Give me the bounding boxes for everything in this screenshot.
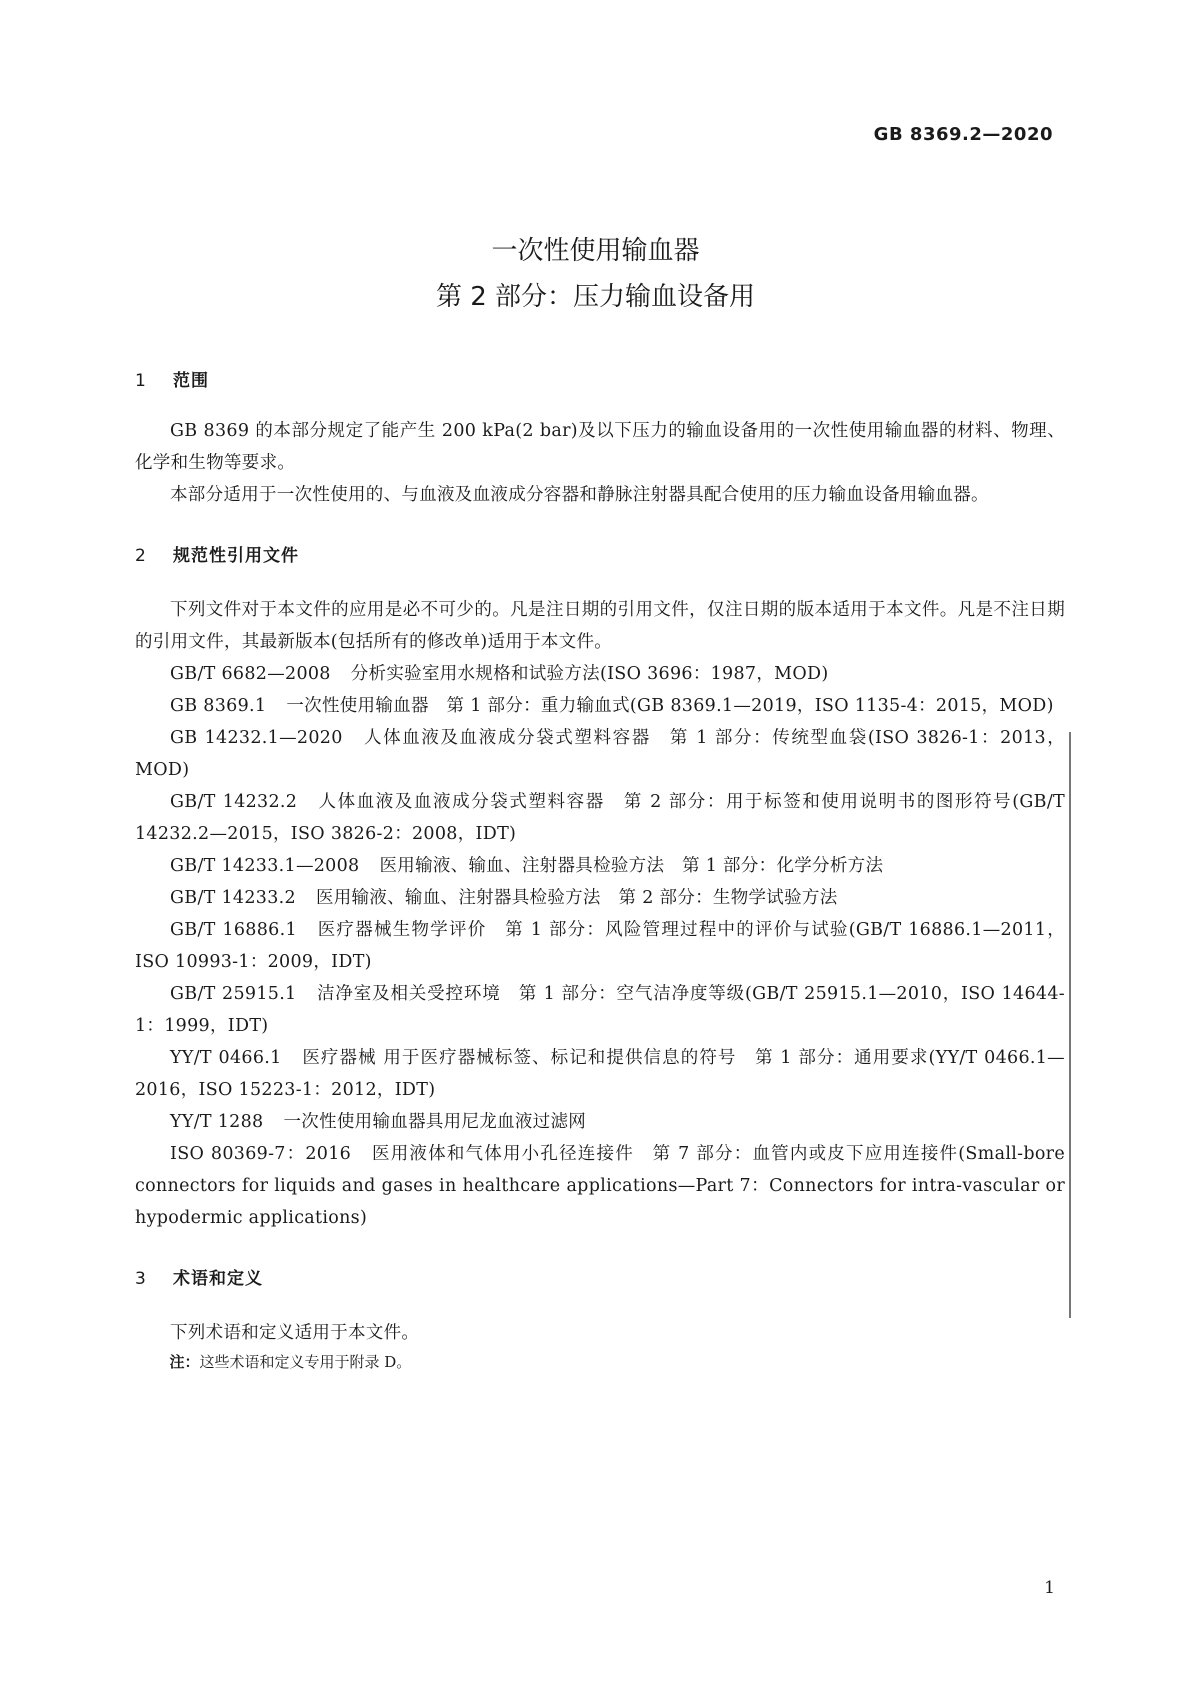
reference-item xyxy=(135,658,1065,690)
reference-code: ISO 80369-7：2016 xyxy=(170,1144,352,1164)
terms-intro: 下列术语和定义适用于本文件。 xyxy=(170,1323,420,1343)
title-line-1: 一次性使用输血器 xyxy=(491,236,700,266)
reference-title: 洁净室及相关受控环境 第 1 部分：空气洁净度等级(GB/T 25915.1—2010，ISO 14644-1：1999，IDT) xyxy=(135,984,1066,1036)
reference-item xyxy=(135,978,1065,1042)
reference-code: YY/T 0466.1 xyxy=(170,1048,282,1068)
scope-paragraph-2: 本部分适用于一次性使用的、与血液及血液成分容器和静脉注射器具配合使用的压力输血设备用输血器。 xyxy=(170,485,989,505)
scope-paragraph-1: GB 8369 的本部分规定了能产生 200 kPa(2 bar)及以下压力的输血设备用的一次性使用输血器的材料、物理、化学和生物等要求。 xyxy=(135,421,1065,473)
reference-title: 一次性使用输血器具用尼龙血液过滤网 xyxy=(283,1112,587,1132)
document-title xyxy=(0,228,1191,320)
reference-code: GB/T 16886.1 xyxy=(170,920,297,940)
reference-code: GB/T 25915.1 xyxy=(170,984,297,1004)
reference-item xyxy=(135,914,1065,978)
reference-title: 医用输液、输血、注射器具检验方法 第 1 部分：化学分析方法 xyxy=(379,856,884,876)
section-title: 规范性引用文件 xyxy=(173,546,299,566)
reference-code: GB/T 14232.2 xyxy=(170,792,298,812)
reference-title: 一次性使用输血器 第 1 部分：重力输血式(GB 8369.1—2019，ISO 1135-4：2015，MOD) xyxy=(286,696,1054,716)
reference-code: GB/T 14233.2 xyxy=(170,888,296,908)
reference-code: YY/T 1288 xyxy=(170,1112,264,1132)
page-number: 1 xyxy=(1044,1578,1055,1598)
section-1-heading xyxy=(135,366,1065,391)
reference-item xyxy=(135,1042,1065,1106)
note-label: 注： xyxy=(169,1353,200,1371)
reference-item xyxy=(135,1106,1065,1138)
reference-item xyxy=(135,786,1065,850)
reference-item xyxy=(135,1138,1065,1234)
reference-title: 分析实验室用水规格和试验方法(ISO 3696：1987，MOD) xyxy=(350,664,829,684)
reference-code: GB 8369.1 xyxy=(170,696,267,716)
section-2-heading xyxy=(135,541,1065,566)
reference-title: 人体血液及血液成分袋式塑料容器 第 2 部分：用于标签和使用说明书的图形符号(GB/T 14232.2—2015，ISO 3826-2：2008，IDT) xyxy=(135,792,1065,844)
title-line-2: 第 2 部分：压力输血设备用 xyxy=(435,282,756,312)
reference-item xyxy=(135,882,1065,914)
reference-title: 医用液体和气体用小孔径连接件 第 7 部分：血管内或皮下应用连接件(Small-bore connectors for liquids and gases in healthcare applications—Part 7：Connectors for intra-vascular or hypodermic applications) xyxy=(135,1144,1065,1228)
reference-item xyxy=(135,690,1065,722)
reference-code: GB/T 14233.1—2008 xyxy=(170,856,360,876)
reference-code: GB/T 6682—2008 xyxy=(170,664,331,684)
document-body xyxy=(135,366,1065,1375)
standard-code: GB 8369.2—2020 xyxy=(873,124,1053,145)
reference-item xyxy=(135,722,1065,786)
references-intro: 下列文件对于本文件的应用是必不可少的。凡是注日期的引用文件，仅注日期的版本适用于本文件。凡是不注日期的引用文件，其最新版本(包括所有的修改单)适用于本文件。 xyxy=(135,600,1065,652)
reference-title: 医疗器械 用于医疗器械标签、标记和提供信息的符号 第 1 部分：通用要求(YY/T 0466.1—2016，ISO 15223-1：2012，IDT) xyxy=(135,1048,1065,1100)
note-text: 这些术语和定义专用于附录 D。 xyxy=(199,1353,412,1371)
section-number: 1 xyxy=(135,371,147,391)
reference-code: GB 14232.1—2020 xyxy=(170,728,343,748)
section-number: 3 xyxy=(135,1269,147,1289)
reference-title: 医用输液、输血、注射器具检验方法 第 2 部分：生物学试验方法 xyxy=(315,888,838,908)
reference-list xyxy=(135,658,1065,1234)
section-number: 2 xyxy=(135,546,147,566)
section-3-heading xyxy=(135,1264,1065,1289)
change-bar xyxy=(1069,732,1071,1318)
reference-title: 医疗器械生物学评价 第 1 部分：风险管理过程中的评价与试验(GB/T 16886.1—2011，ISO 10993-1：2009，IDT) xyxy=(135,920,1065,972)
section-title: 术语和定义 xyxy=(173,1269,263,1289)
reference-item xyxy=(135,850,1065,882)
terms-note xyxy=(135,1349,1065,1375)
section-title: 范围 xyxy=(173,371,209,391)
reference-title: 人体血液及血液成分袋式塑料容器 第 1 部分：传统型血袋(ISO 3826-1：2013，MOD) xyxy=(135,728,1066,780)
